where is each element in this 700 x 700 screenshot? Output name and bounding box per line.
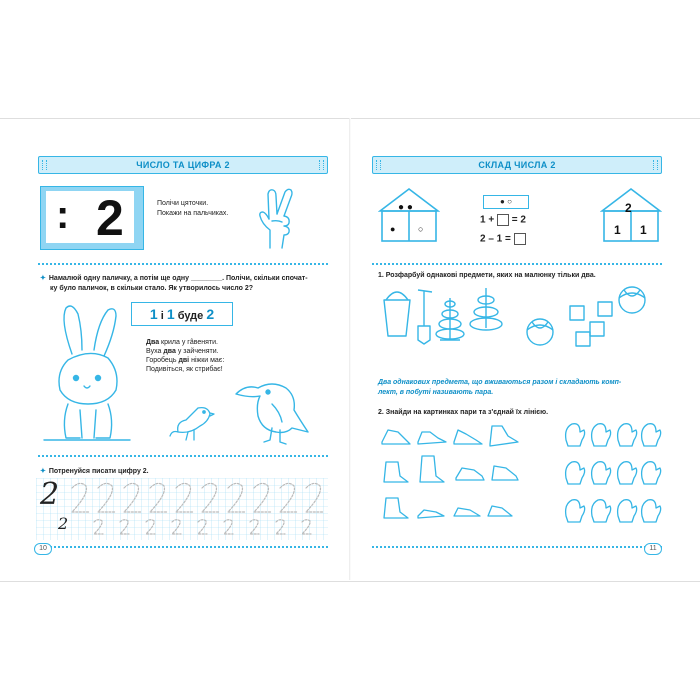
page-gutter <box>349 118 351 580</box>
copybook-sample-big: 2 <box>40 477 60 512</box>
poem-line-3: Горобець дві ніжки має: <box>146 357 225 364</box>
left-divider-3 <box>38 546 328 548</box>
copybook-grid <box>36 478 328 540</box>
right-divider-2 <box>372 546 662 548</box>
ball-icon-2 <box>619 287 645 313</box>
house-right-top-number: 2 <box>625 201 632 215</box>
left-divider-1 <box>38 263 328 265</box>
items-to-color <box>380 284 665 354</box>
house-left-top-dots: ● ● <box>398 202 413 213</box>
task-draw-sticks-line2: ку було паличок, в скільки стало. Як утворилось число 2? <box>50 285 254 292</box>
instruction-count-dots: Полічи цяточки. <box>157 200 209 207</box>
task-practice-writing: ✦ Потренуйся писати цифру 2. <box>40 468 149 475</box>
poem-line-2: Вуха два у зайченяти. <box>146 348 219 355</box>
right-page-title: СКЛАД ЧИСЛА 2 <box>372 156 662 174</box>
task-draw-sticks: ✦ Намалюй одну паличку, а потім ще одну ________. Полічи, скільки спочат- <box>40 275 308 282</box>
house-left-filled-dot: ● <box>390 224 396 234</box>
pyramid-toy-icon-1 <box>436 298 464 340</box>
bucket-icon <box>384 292 410 336</box>
number-house-left-icon <box>378 187 440 243</box>
left-page-title: ЧИСЛО ТА ЦИФРА 2 <box>38 156 328 174</box>
poem-line-1: Два крила у гâвеняти. <box>146 339 218 346</box>
shoes-grid <box>378 420 528 530</box>
pyramid-toy-icon-2 <box>470 288 502 330</box>
answer-box-2[interactable] <box>514 233 526 245</box>
answer-box-1[interactable] <box>497 214 509 226</box>
bunny-icon <box>38 300 134 446</box>
number-house-right-icon <box>600 187 662 243</box>
sparrow-icon <box>168 400 216 444</box>
poem-line-4: Подивіться, як стрибає! <box>146 366 223 373</box>
house-right-left-number: 1 <box>614 223 621 237</box>
copybook-sample-small: 2 <box>58 514 69 533</box>
house-left-empty-dot: ○ <box>418 224 424 234</box>
big-digit: 2 <box>96 190 124 246</box>
page-number-left: 10 <box>34 543 52 555</box>
hand-two-fingers-icon <box>252 186 302 252</box>
right-divider-1 <box>372 263 662 265</box>
left-divider-2 <box>38 455 328 457</box>
equation-subtraction: 2 – 1 = <box>480 233 526 245</box>
cubes-icon <box>570 302 612 346</box>
task-color-items: 1. Розфарбуй однакові предмети, яких на малюнку тільки два. <box>378 272 596 279</box>
note-pair-line1: Два однакових предмета, що вживаються разом і складають комп- <box>378 379 622 386</box>
equation-addition: 1 + = 2 <box>480 214 526 226</box>
dots-symbol: : <box>56 193 70 237</box>
house-right-right-number: 1 <box>640 223 647 237</box>
instruction-show-fingers: Покажи на пальчиках. <box>157 210 229 217</box>
shovel-icon <box>418 290 432 344</box>
number-card <box>40 186 144 250</box>
crow-icon <box>232 376 312 446</box>
note-pair-line2: лект, в побуті називають пара. <box>378 389 494 396</box>
page-number-right: 11 <box>644 543 662 555</box>
ball-icon-1 <box>527 319 553 345</box>
dots-frame: ● ○ <box>483 195 529 209</box>
task-find-pairs: 2. Знайди на картинках пари та з'єднай їх лінією. <box>378 409 549 416</box>
mittens-grid <box>562 418 662 530</box>
equation-box: 1 і 1 буде 2 <box>131 302 233 326</box>
